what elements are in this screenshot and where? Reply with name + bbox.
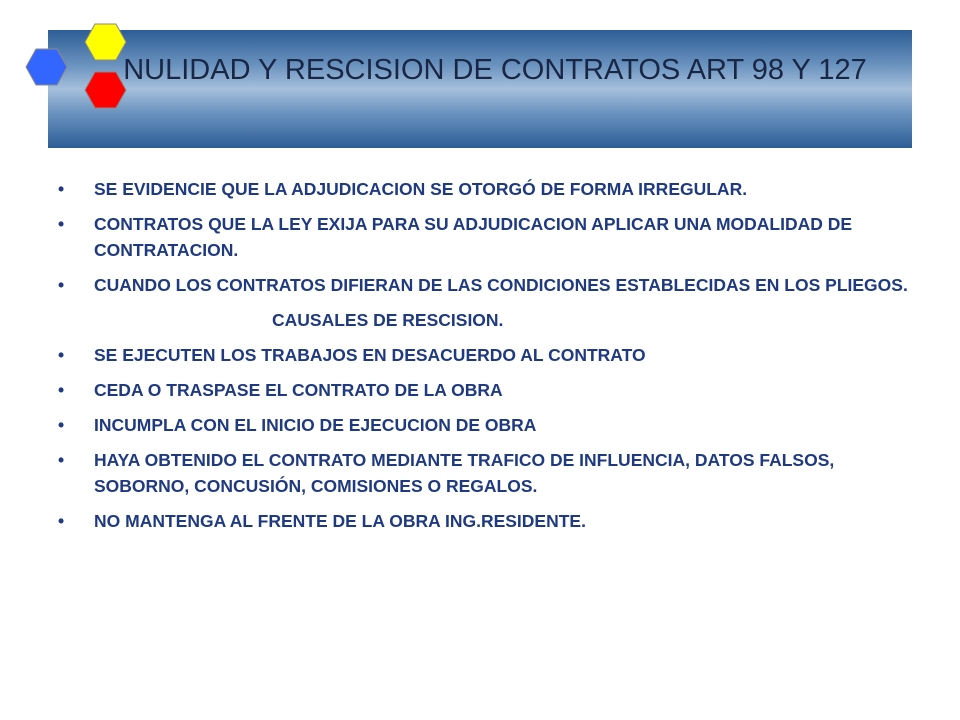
bullet-item [58,176,908,202]
bullet-dot: • [58,214,65,234]
bullet-text: SE EVIDENCIE QUE LA ADJUDICACION SE OTORGÓ DE FORMA IRREGULAR. [94,179,748,199]
bullet-item [58,377,908,403]
bullet-item [58,447,908,499]
bullet-text: INCUMPLA CON EL INICIO DE EJECUCION DE OBRA [94,415,537,435]
title-banner [48,30,912,148]
bullet-item [58,211,908,263]
bullet-dot: • [58,450,65,470]
bullet-list [58,176,908,543]
bullet-text: HAYA OBTENIDO EL CONTRATO MEDIANTE TRAFICO DE INFLUENCIA, DATOS FALSOS, SOBORNO, CONCUSIÓN, COMISIONES O REGALOS. [94,450,835,496]
bullet-text: CONTRATOS QUE LA LEY EXIJA PARA SU ADJUDICACION APLICAR UNA MODALIDAD DE CONTRATACION. [94,214,853,260]
bullet-dot: • [58,275,65,295]
bullet-dot: • [58,380,65,400]
bullet-text: SE EJECUTEN LOS TRABAJOS EN DESACUERDO AL CONTRATO [94,345,646,365]
blue-hexagon [26,49,67,85]
bullet-item [58,508,908,534]
bullet-item [58,412,908,438]
section-subheading: CAUSALES DE RESCISION. [272,310,504,330]
bullet-dot: • [58,345,65,365]
bullet-dot: • [58,511,65,531]
bullet-text: NO MANTENGA AL FRENTE DE LA OBRA ING.RESIDENTE. [94,511,586,531]
bullet-text: CUANDO LOS CONTRATOS DIFIERAN DE LAS CONDICIONES ESTABLECIDAS EN LOS PLIEGOS. [94,275,908,295]
bullet-text: CEDA O TRASPASE EL CONTRATO DE LA OBRA [94,380,503,400]
slide-title: NULIDAD Y RESCISION DE CONTRATOS ART 98 Y 127 [123,54,867,86]
bullet-item [58,272,908,298]
bullet-dot: • [58,415,65,435]
bullet-dot: • [58,179,65,199]
bullet-item [58,342,908,368]
